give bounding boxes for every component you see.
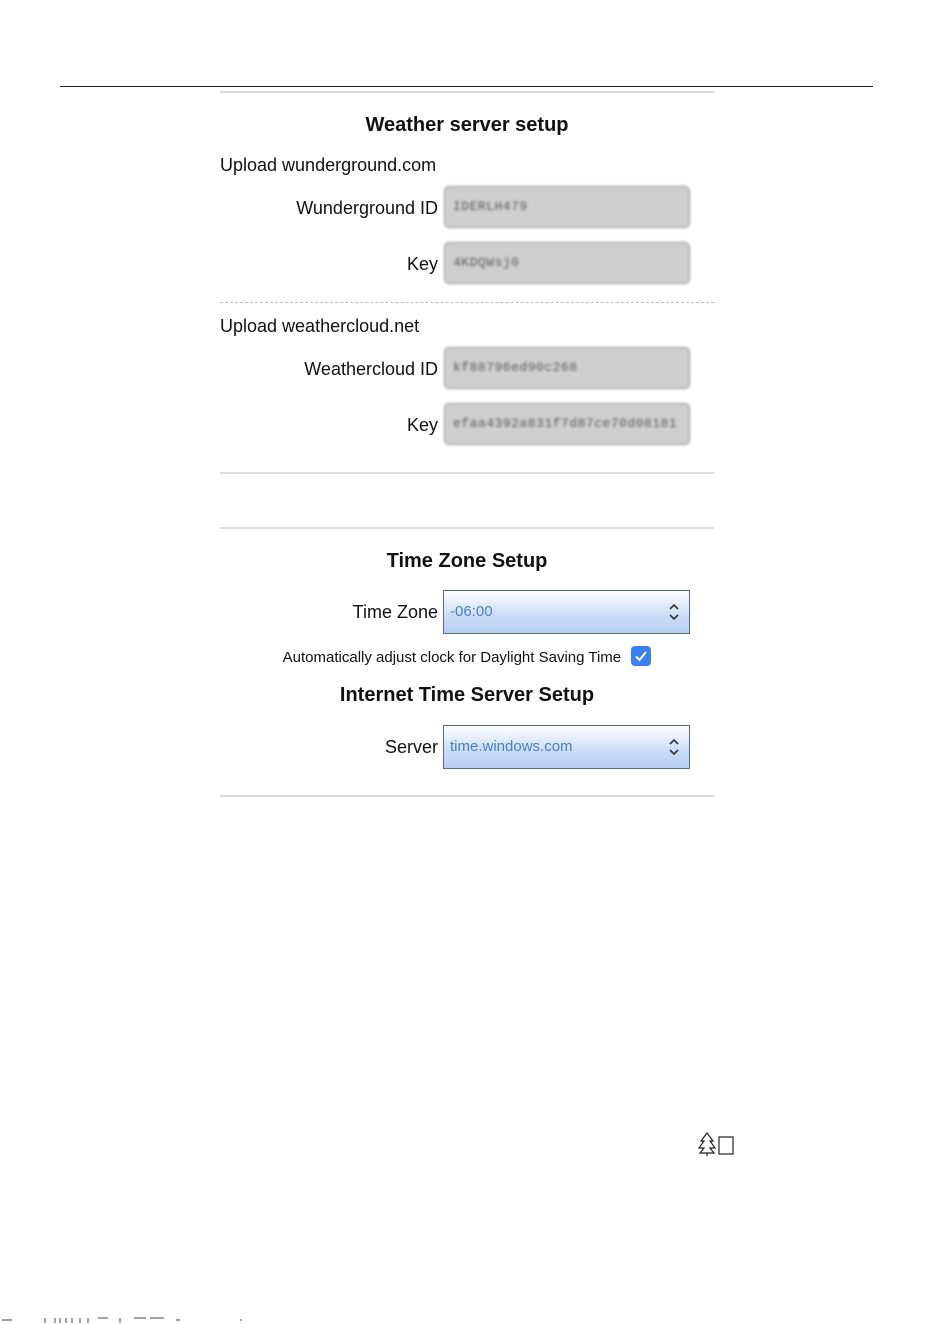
wunderground-id-label: Wunderground ID — [296, 198, 438, 218]
weathercloud-section-label: Upload weathercloud.net — [220, 316, 420, 336]
dst-label: Automatically adjust clock for Daylight Saving Time — [282, 649, 622, 666]
timeserver-title: Internet Time Server Setup — [339, 684, 595, 706]
chevron-up-down-icon — [668, 600, 680, 624]
timeserver-value: time.windows.com — [450, 738, 573, 755]
timeserver-label: Server — [384, 737, 438, 757]
weather-server-panel — [220, 0, 714, 800]
wunderground-key-input[interactable]: 4KDQWsj0 — [444, 242, 690, 284]
divider-bottom — [220, 795, 714, 797]
wunderground-key-row — [220, 242, 714, 286]
chevron-up-down-icon — [668, 735, 680, 759]
weathercloud-key-row — [220, 403, 714, 447]
wunderground-section-label: Upload wunderground.com — [220, 155, 437, 175]
divider-weather-bottom — [220, 472, 714, 474]
timezone-row — [220, 590, 714, 634]
timezone-label: Time Zone — [352, 602, 438, 622]
weathercloud-key-input[interactable]: efaa4392a831f7d87ce70d08181 — [444, 403, 690, 445]
dst-row — [220, 646, 714, 666]
divider-dashed — [220, 302, 714, 303]
timezone-title: Time Zone Setup — [386, 550, 548, 572]
timeserver-row — [220, 725, 714, 769]
wunderground-id-input[interactable]: IDERLH479 — [444, 186, 690, 228]
page-bottom-marks — [0, 1316, 260, 1324]
divider-top — [220, 91, 714, 93]
weathercloud-id-label: Weathercloud ID — [304, 359, 438, 379]
dst-checkbox[interactable] — [631, 646, 651, 666]
timezone-select[interactable] — [443, 590, 690, 634]
wunderground-key-label: Key — [406, 254, 438, 274]
weathercloud-id-input[interactable]: kf88796ed90c268 — [444, 347, 690, 389]
weathercloud-id-row — [220, 347, 714, 391]
divider-timezone-top — [220, 527, 714, 529]
timeserver-select[interactable] — [443, 725, 690, 769]
checkmark-icon — [634, 649, 648, 663]
weathercloud-key-label: Key — [406, 415, 438, 435]
weather-server-title: Weather server setup — [365, 114, 569, 136]
wunderground-id-row — [220, 186, 714, 230]
tree-logo-icon — [697, 1132, 737, 1156]
timezone-value: -06:00 — [450, 603, 493, 620]
